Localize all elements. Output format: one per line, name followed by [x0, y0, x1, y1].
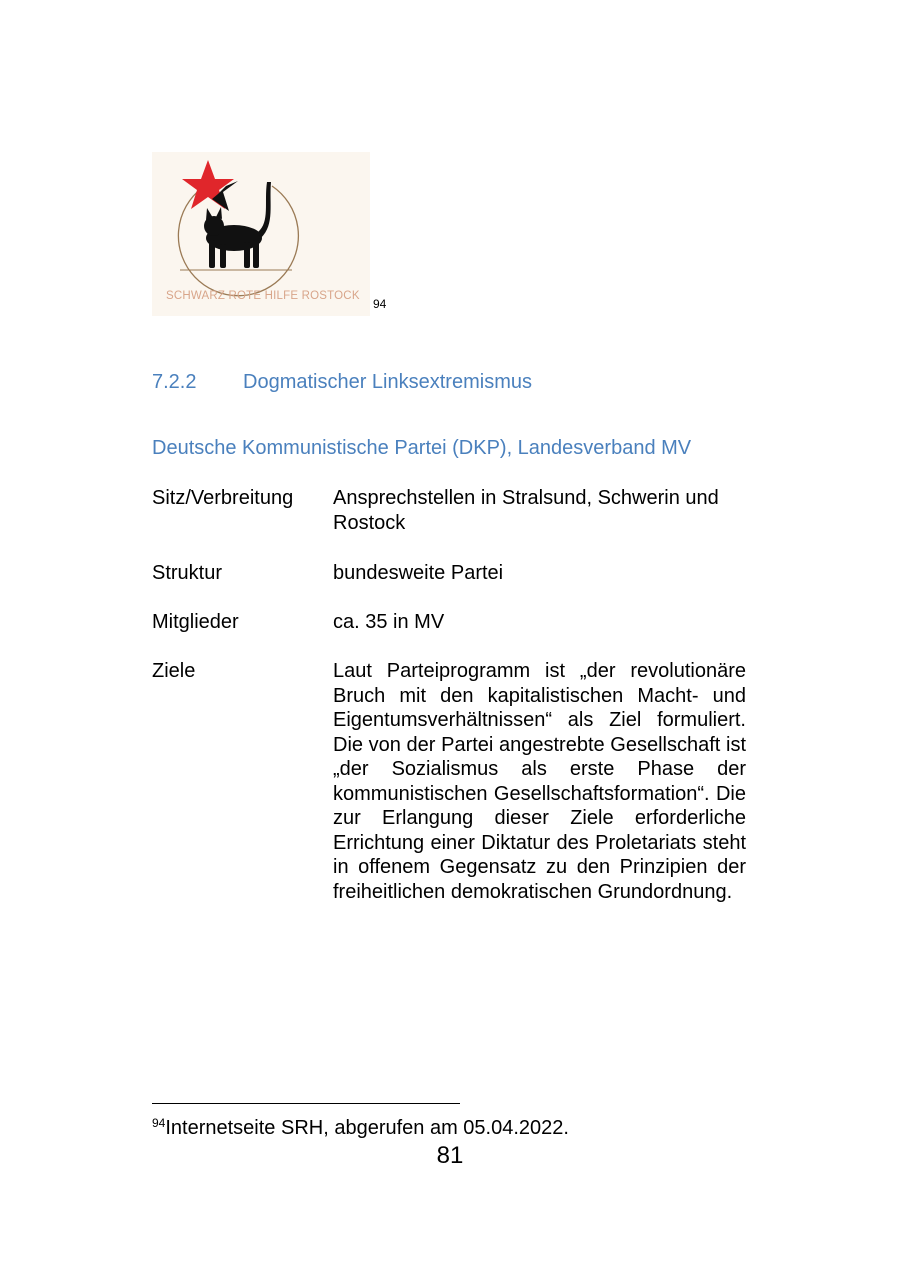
- organization-heading: Deutsche Kommunistische Partei (DKP), Landesverband MV: [152, 437, 692, 459]
- footnote-divider: [152, 1103, 460, 1104]
- fact-label: Sitz/Verbreitung: [152, 487, 294, 509]
- fact-label: Ziele: [152, 660, 196, 682]
- logo-image: [152, 152, 370, 316]
- fact-value: bundesweite Partei: [333, 562, 504, 584]
- footnote-number: 94: [152, 1116, 166, 1130]
- logo-footnote-ref: 94: [373, 297, 387, 311]
- fact-label: Struktur: [152, 562, 223, 584]
- section-number: 7.2.2: [152, 371, 197, 393]
- fact-label: Mitglieder: [152, 611, 239, 633]
- star-icon: [182, 160, 238, 211]
- page-number: 81: [436, 1142, 464, 1169]
- fact-value: Laut Parteiprogramm ist „der revolutionäre Bruch mit den kapitalistischen Macht- und Eigentumsverhältnissen“ als Ziel formuliert. Die von der Partei angestrebte Gesellschaft ist „der Sozialismus als erste Phase der kommunistischen Gesellschaftsformation“. Die zur Erlangung dieser Ziele erforderliche Errichtung einer Diktatur des Proletariats steht in offenem Gegensatz zu den Prinzipien der freiheitlichen demokratischen Grundordnung.: [333, 660, 746, 903]
- logo-caption: SCHWARZ ROTE HILFE ROSTOCK: [166, 290, 360, 302]
- section-heading: [152, 371, 532, 394]
- footnote-text: Internetseite SRH, abgerufen am 05.04.2022.: [165, 1117, 569, 1139]
- footnote: [152, 1116, 569, 1140]
- fact-value: ca. 35 in MV: [333, 611, 445, 633]
- section-title: Dogmatischer Linksextremismus: [243, 371, 532, 393]
- fact-value: Ansprechstellen in Stralsund, Schwerin und Rostock: [333, 487, 719, 534]
